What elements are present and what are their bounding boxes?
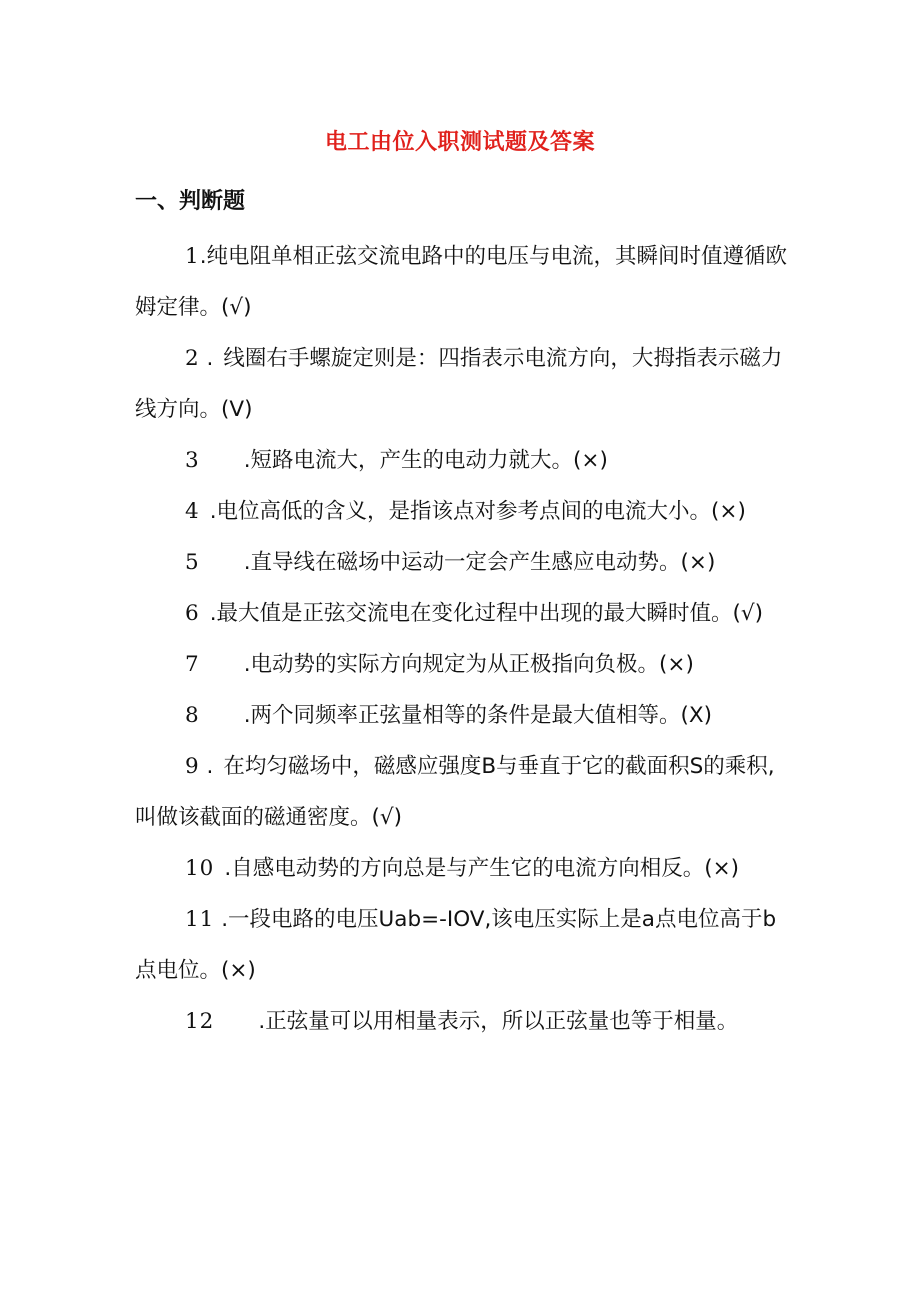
question-answer: (X) xyxy=(680,703,713,728)
question-number: 2 xyxy=(185,346,200,371)
question-number: 12 xyxy=(185,1009,215,1034)
question-item xyxy=(135,639,790,690)
question-answer: (×) xyxy=(573,448,608,473)
question-number: 6 xyxy=(185,601,200,626)
question-answer: (×) xyxy=(711,499,746,524)
question-separator: . xyxy=(199,244,207,269)
question-separator: . xyxy=(209,601,217,626)
question-answer: (√) xyxy=(221,295,252,320)
question-answer: (√) xyxy=(732,601,764,626)
question-text: 纯电阻单相正弦交流电路中的电压与电流，其瞬间时值遵循欧姆定律。 xyxy=(135,244,788,320)
question-number: 8 xyxy=(185,703,200,728)
question-item xyxy=(135,333,790,435)
question-separator: . xyxy=(243,448,251,473)
question-answer: (×) xyxy=(659,652,694,677)
question-text: 直导线在磁场中运动一定会产生感应电动势。 xyxy=(250,550,681,575)
question-separator: . xyxy=(224,856,232,881)
question-separator: . xyxy=(243,550,251,575)
section-heading: 一、判断题 xyxy=(135,189,246,214)
question-item xyxy=(135,741,790,843)
question-separator: . xyxy=(243,703,251,728)
question-answer: (×) xyxy=(704,856,740,881)
question-number: 5 xyxy=(185,550,200,575)
question-separator: . xyxy=(243,652,251,677)
question-text: 在均匀磁场中，磁感应强度B与垂直于它的截面积S的乘积,叫做该截面的磁通密度。 xyxy=(135,754,775,830)
question-text: 两个同频率正弦量相等的条件是最大值相等。 xyxy=(250,703,681,728)
question-text: 短路电流大，产生的电动力就大。 xyxy=(250,448,574,473)
question-item xyxy=(135,486,790,537)
question-list xyxy=(135,231,790,1047)
question-number: 9 xyxy=(185,754,200,779)
question-item xyxy=(135,588,790,639)
question-text: 最大值是正弦交流电在变化过程中出现的最大瞬时值。 xyxy=(216,601,733,626)
question-item xyxy=(135,894,790,996)
question-text: 电动势的实际方向规定为从正极指向负极。 xyxy=(250,652,660,677)
question-separator: . xyxy=(199,346,214,371)
question-item xyxy=(135,435,790,486)
question-separator: . xyxy=(258,1009,266,1034)
question-number: 7 xyxy=(185,652,200,677)
question-number: 10 xyxy=(185,856,215,881)
question-number: 11 xyxy=(185,907,215,932)
question-text: 线圈右手螺旋定则是：四指表示电流方向，大拇指表示磁力线方向。 xyxy=(135,346,783,422)
question-item xyxy=(135,996,790,1047)
question-text: 一段电路的电压Uab=-IOV,该电压实际上是a点电位高于b点电位。 xyxy=(135,907,777,983)
question-item xyxy=(135,231,790,333)
question-item xyxy=(135,537,790,588)
question-item xyxy=(135,690,790,741)
question-text: 正弦量可以用相量表示，所以正弦量也等于相量。 xyxy=(265,1009,739,1034)
question-answer: (V) xyxy=(221,397,253,422)
question-number: 1 xyxy=(185,244,200,269)
question-separator: . xyxy=(214,907,229,932)
question-number: 3 xyxy=(185,448,200,473)
question-text: 自感电动势的方向总是与产生它的电流方向相反。 xyxy=(231,856,705,881)
question-answer: (√) xyxy=(371,805,402,830)
question-item xyxy=(135,843,790,894)
question-separator: . xyxy=(209,499,217,524)
question-separator: . xyxy=(199,754,214,779)
question-number: 4 xyxy=(185,499,200,524)
question-answer: (×) xyxy=(680,550,716,575)
question-text: 电位高低的含义，是指该点对参考点间的电流大小。 xyxy=(216,499,712,524)
document-title: 电工由位入职测试题及答案 xyxy=(324,130,595,155)
question-answer: (×) xyxy=(221,958,256,983)
